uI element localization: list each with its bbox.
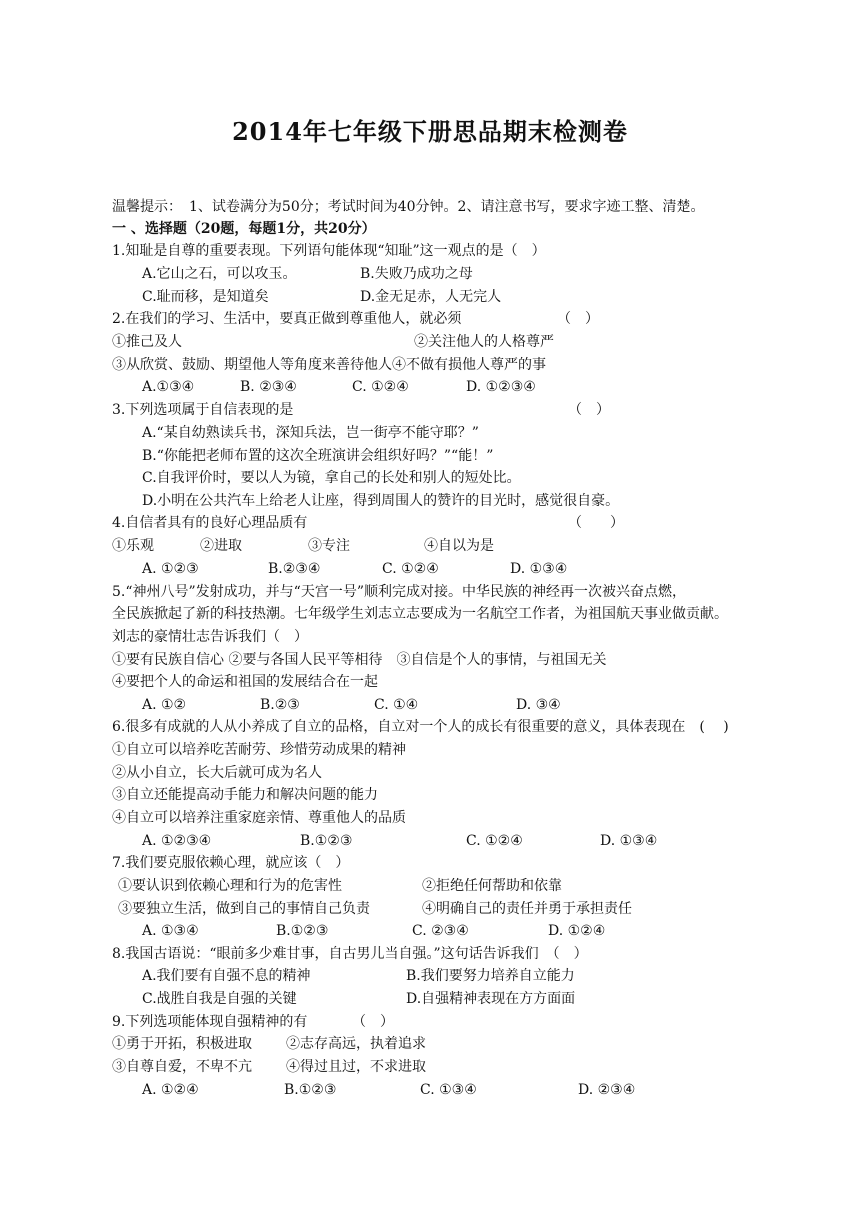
question-9-option-c: C. ①③④ <box>420 1082 477 1098</box>
question-2-answer-paren: （ ） <box>557 311 599 327</box>
question-4-item-2: ②进取 <box>200 538 242 554</box>
question-4-answer-paren: （ ） <box>568 515 624 531</box>
question-6-option-c: C. ①②④ <box>466 833 523 849</box>
question-1-option-c: C.耻而移，是知道矣 <box>142 289 269 305</box>
question-9-stem: 9.下列选项能体现自强精神的有 <box>112 1014 308 1030</box>
question-8-option-b: B.我们要努力培养自立能力 <box>406 968 575 984</box>
question-8-stem: 8.我国古语说：“眼前多少难甘事，自古男儿当自强。”这句话告诉我们 （ ） <box>112 946 588 962</box>
question-6-option-d: D. ①③④ <box>600 833 658 849</box>
question-3-option-b: B.“你能把老师布置的这次全班演讲会组织好吗？”“能！” <box>142 448 494 464</box>
question-4-item-1: ①乐观 <box>112 538 154 554</box>
question-8-option-c: C.战胜自我是自强的关键 <box>142 991 297 1007</box>
question-8-option-a: A.我们要有自强不息的精神 <box>142 968 311 984</box>
question-6-stem: 6.很多有成就的人从小养成了自立的品格，自立对一个人的成长有很重要的意义，具体表现在 ( ) <box>112 719 729 735</box>
question-5-line-3: 刘志的豪情壮志告诉我们（ ） <box>112 629 308 645</box>
question-5-option-a: A. ①② <box>142 697 187 713</box>
question-9-item-4: ④得过且过，不求进取 <box>286 1059 426 1075</box>
question-1-option-b: B.失败乃成功之母 <box>360 266 473 282</box>
question-7-stem: 7.我们要克服依赖心理，就应该（ ） <box>112 855 350 871</box>
question-9-option-b: B.①②③ <box>284 1082 337 1098</box>
question-5-items-1-3: ①要有民族自信心 ②要与各国人民平等相待 ③自信是个人的事情，与祖国无关 <box>112 652 607 668</box>
question-5-option-d: D. ③④ <box>516 697 561 713</box>
question-3-option-a: A.“某自幼熟读兵书，深知兵法，岂一街亭不能守耶？” <box>142 425 479 441</box>
question-2-option-d: D. ①②③④ <box>466 379 536 395</box>
question-3-answer-paren: （ ） <box>568 402 610 418</box>
question-8-option-d: D.自强精神表现在方方面面 <box>406 991 576 1007</box>
question-7-item-3: ③要独立生活，做到自己的事情自己负责 <box>118 901 370 917</box>
question-2-option-c: C. ①②④ <box>352 379 409 395</box>
question-4-stem: 4.自信者具有的良好心理品质有 <box>112 515 308 531</box>
question-1-stem: 1.知耻是自尊的重要表现。下列语句能体现“知耻”这一观点的是（ ） <box>112 243 546 259</box>
exam-tip: 温馨提示： 1、试卷满分为50分；考试时间为40分钟。2、请注意书写，要求字迹工整、清楚。 <box>112 199 705 215</box>
question-2-item-1: ①推己及人 <box>112 334 182 350</box>
question-9-item-3: ③自尊自爱，不卑不亢 <box>112 1059 252 1075</box>
question-1-option-a: A.它山之石，可以攻玉。 <box>142 266 297 282</box>
question-7-option-c: C. ②③④ <box>412 923 469 939</box>
question-5-item-4: ④要把个人的命运和祖国的发展结合在一起 <box>112 674 378 690</box>
question-7-item-1: ①要认识到依赖心理和行为的危害性 <box>118 878 342 894</box>
question-2-stem: 2.在我们的学习、生活中，要真正做到尊重他人，就必须 <box>112 311 462 327</box>
question-6-item-4: ④自立可以培养注重家庭亲情、尊重他人的品质 <box>112 810 406 826</box>
question-4-option-b: B.②③④ <box>268 561 321 577</box>
question-7-option-d: D. ①②④ <box>548 923 606 939</box>
question-7-option-b: B.①②③ <box>276 923 329 939</box>
question-1-option-d: D.金无足赤，人无完人 <box>360 289 502 305</box>
question-4-item-4: ④自以为是 <box>424 538 494 554</box>
question-6-item-3: ③自立还能提高动手能力和解决问题的能力 <box>112 787 378 803</box>
question-7-item-4: ④明确自己的责任并勇于承担责任 <box>422 901 632 917</box>
question-4-option-c: C. ①②④ <box>382 561 439 577</box>
question-9-option-d: D. ②③④ <box>578 1082 636 1098</box>
question-2-items-3-4: ③从欣赏、鼓励、期望他人等角度来善待他人④不做有损他人尊严的事 <box>112 357 546 373</box>
question-6-option-b: B.①②③ <box>300 833 353 849</box>
question-3-option-c: C.自我评价时，要以人为镜，拿自己的长处和别人的短处比。 <box>142 470 521 486</box>
question-3-option-d: D.小明在公共汽车上给老人让座，得到周围人的赞许的目光时，感觉很自豪。 <box>142 493 620 509</box>
question-9-option-a: A. ①②④ <box>142 1082 199 1098</box>
question-9-item-2: ②志存高远，执着追求 <box>286 1036 426 1052</box>
question-7-option-a: A. ①③④ <box>142 923 199 939</box>
question-4-item-3: ③专注 <box>308 538 350 554</box>
question-5-option-c: C. ①④ <box>374 697 419 713</box>
question-5-line-1: 5.“神州八号”发射成功，并与“天宫一号”顺利完成对接。中华民族的神经再一次被兴奋点燃， <box>112 584 686 600</box>
section-heading: 一 、选择题（20题，每题1分，共20分） <box>112 221 376 237</box>
page-title: 2014年七年级下册思品期末检测卷 <box>232 117 628 146</box>
question-2-option-a: A.①③④ <box>142 379 195 395</box>
question-3-stem: 3.下列选项属于自信表现的是 <box>112 402 294 418</box>
question-4-option-a: A. ①②③ <box>142 561 199 577</box>
question-7-item-2: ②拒绝任何帮助和依靠 <box>422 878 562 894</box>
question-9-answer-paren: （ ） <box>352 1014 394 1030</box>
question-5-line-2: 全民族掀起了新的科技热潮。七年级学生刘志立志要成为一名航空工作者，为祖国航天事业做贡献。 <box>112 606 728 622</box>
question-5-option-b: B.②③ <box>260 697 300 713</box>
question-6-item-2: ②从小自立，长大后就可成为名人 <box>112 765 322 781</box>
question-6-item-1: ①自立可以培养吃苦耐劳、珍惜劳动成果的精神 <box>112 742 406 758</box>
question-6-option-a: A. ①②③④ <box>142 833 212 849</box>
question-9-item-1: ①勇于开拓，积极进取 <box>112 1036 252 1052</box>
question-4-option-d: D. ①③④ <box>510 561 568 577</box>
question-2-item-2: ②关注他人的人格尊严 <box>414 334 554 350</box>
question-2-option-b: B. ②③④ <box>240 379 297 395</box>
